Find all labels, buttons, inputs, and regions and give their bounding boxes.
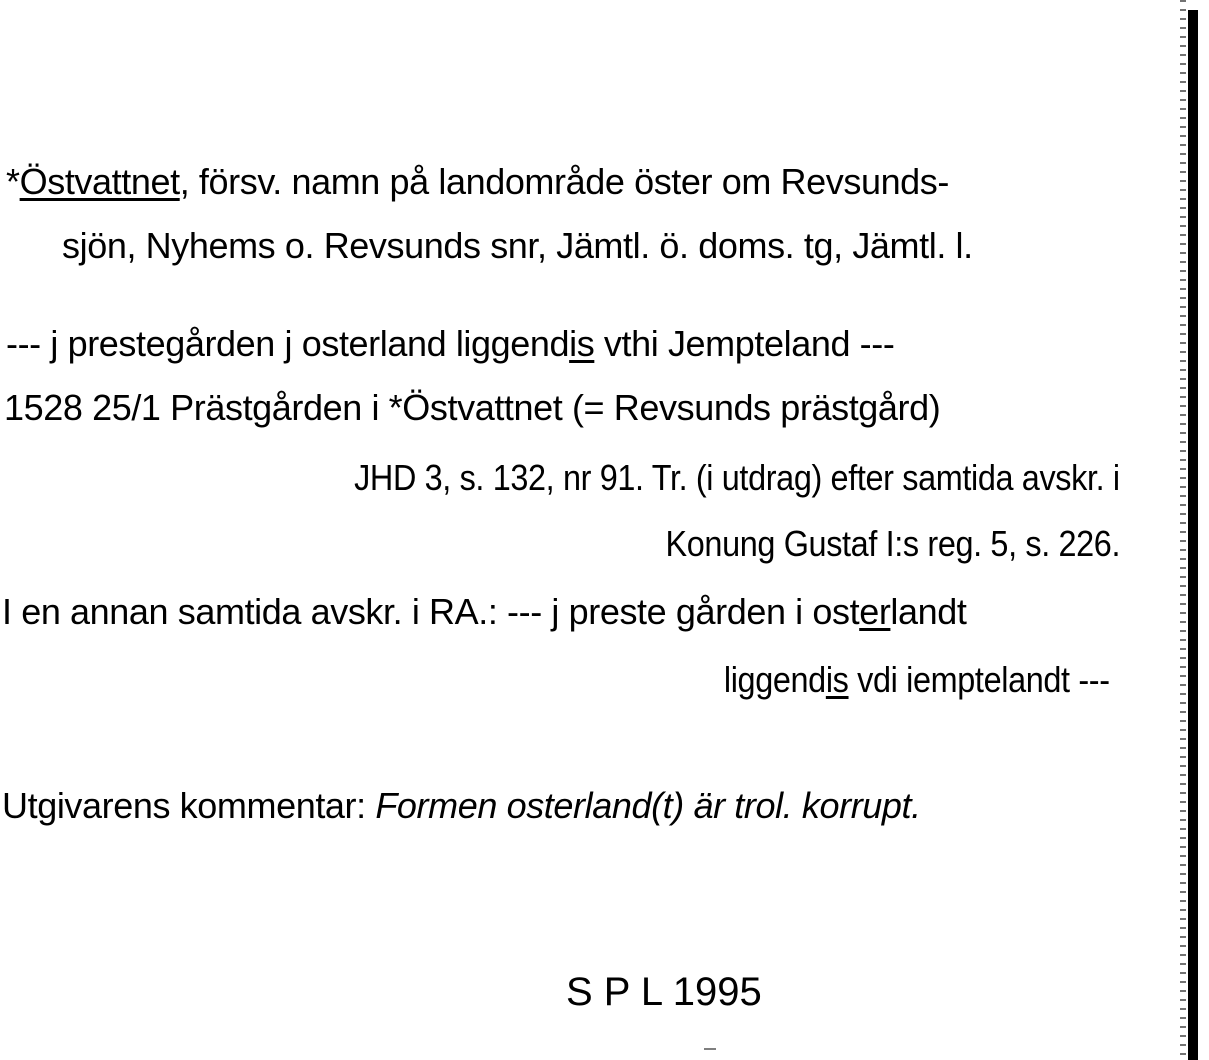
variant-cont-b: vdi iemptelandt --- bbox=[848, 659, 1110, 700]
quote-underlined: is bbox=[569, 323, 595, 364]
headword-asterisk: * bbox=[6, 161, 20, 202]
commentary-line bbox=[2, 784, 921, 828]
variant-intro-end: landt bbox=[890, 591, 967, 632]
commentary-label: Utgivarens kommentar: bbox=[2, 785, 376, 826]
variant-continuation bbox=[681, 658, 1110, 702]
entry-line-1 bbox=[6, 160, 949, 204]
source-line-2 bbox=[615, 522, 1120, 566]
variant-underlined: er bbox=[859, 591, 891, 632]
headword: Östvattnet bbox=[19, 161, 180, 202]
variant-cont-a: liggend bbox=[724, 659, 827, 700]
variant-cont-underlined: is bbox=[826, 659, 849, 700]
variant-intro: I en annan samtida avskr. i RA.: --- j preste gården i ost bbox=[2, 591, 860, 632]
commentary-text: Formen osterland(t) är trol. korrupt. bbox=[375, 785, 921, 826]
entry-line-2: sjön, Nyhems o. Revsunds snr, Jämtl. ö. doms. tg, Jämtl. l. bbox=[62, 225, 973, 266]
quote-text-a: --- j prestegården j osterland liggend bbox=[6, 323, 570, 364]
entry-definition-start: , försv. namn på landområde öster om Revsunds- bbox=[179, 161, 949, 202]
variant-line bbox=[2, 590, 967, 634]
scan-speck bbox=[704, 1048, 716, 1050]
quote-text-b: vthi Jempteland --- bbox=[594, 323, 895, 364]
source-1-text: JHD 3, s. 132, nr 91. Tr. (i utdrag) efter samtida avskr. i bbox=[354, 457, 1120, 498]
date-line: 1528 25/1 Prästgården i *Östvattnet (= Revsunds prästgård) bbox=[4, 387, 941, 428]
signature: S P L 1995 bbox=[566, 970, 762, 1014]
scan-edge-bar bbox=[1188, 10, 1198, 1060]
source-2-text: Konung Gustaf I:s reg. 5, s. 226. bbox=[665, 523, 1120, 564]
quote-line bbox=[6, 322, 894, 366]
source-line-1 bbox=[269, 456, 1120, 500]
scan-edge-noise bbox=[1180, 0, 1186, 1060]
variant-cont-wrap bbox=[724, 658, 1110, 702]
